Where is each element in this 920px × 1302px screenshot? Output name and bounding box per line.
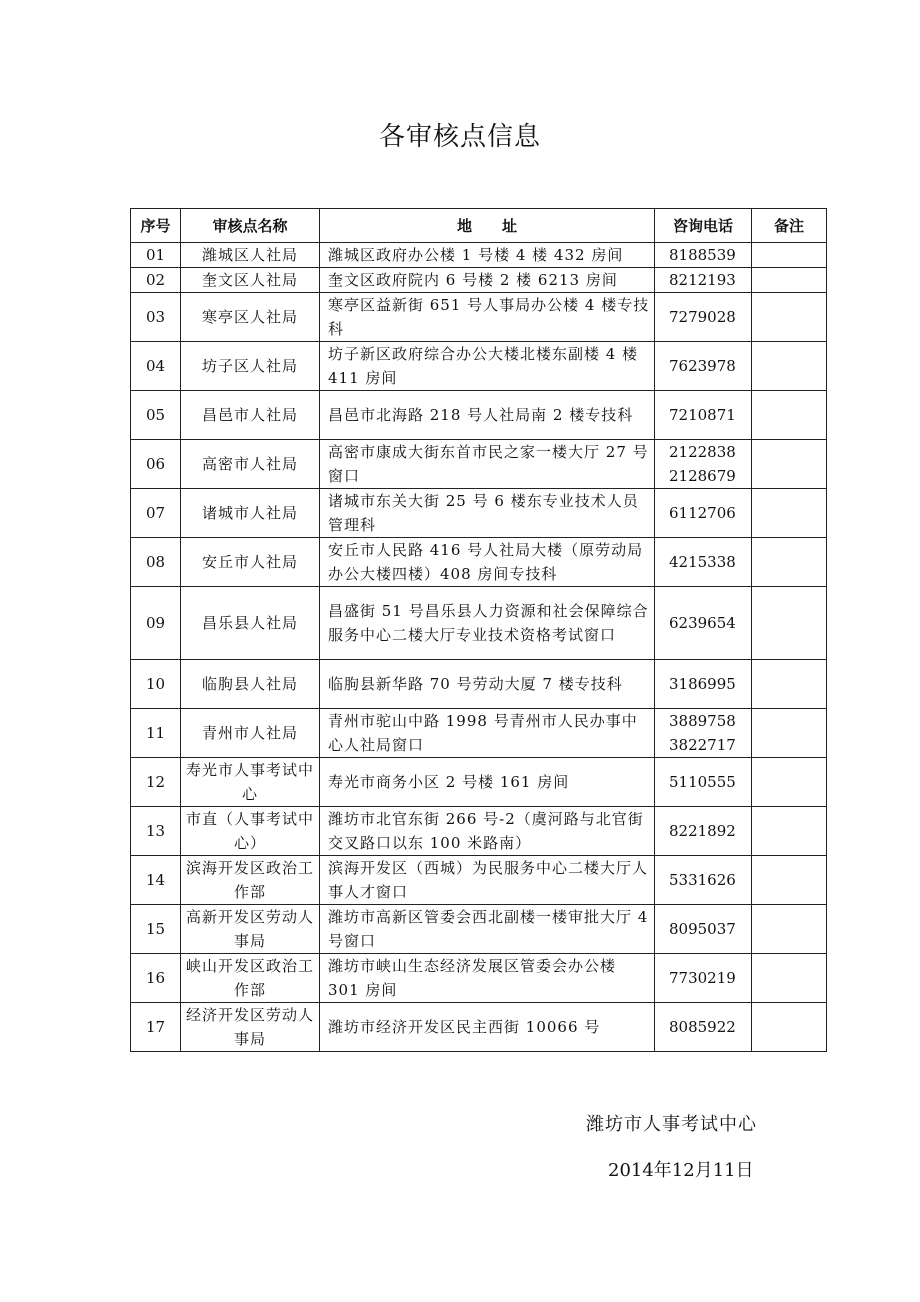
cell-note xyxy=(752,293,827,342)
table-row xyxy=(131,807,827,856)
cell-address: 潍坊市峡山生态经济发展区管委会办公楼 301 房间 xyxy=(320,954,655,1003)
cell-note xyxy=(752,1003,827,1052)
cell-address: 潍坊市经济开发区民主西街 10066 号 xyxy=(320,1003,655,1052)
cell-name: 昌乐县人社局 xyxy=(181,587,320,660)
table-row xyxy=(131,243,827,268)
table-row xyxy=(131,587,827,660)
cell-phone: 7210871 xyxy=(655,391,752,440)
cell-phone: 3186995 xyxy=(655,660,752,709)
table-row xyxy=(131,391,827,440)
cell-name: 高密市人社局 xyxy=(181,440,320,489)
cell-no: 16 xyxy=(131,954,181,1003)
cell-no: 14 xyxy=(131,856,181,905)
header-address: 地 址 xyxy=(320,209,655,243)
cell-phone: 7730219 xyxy=(655,954,752,1003)
table-row xyxy=(131,758,827,807)
cell-no: 15 xyxy=(131,905,181,954)
cell-name: 昌邑市人社局 xyxy=(181,391,320,440)
header-note: 备注 xyxy=(752,209,827,243)
table-row xyxy=(131,342,827,391)
cell-note xyxy=(752,268,827,293)
cell-phone: 8095037 xyxy=(655,905,752,954)
cell-address: 滨海开发区（西城）为民服务中心二楼大厅人事人才窗口 xyxy=(320,856,655,905)
cell-name: 寒亭区人社局 xyxy=(181,293,320,342)
cell-note xyxy=(752,954,827,1003)
cell-address: 坊子新区政府综合办公大楼北楼东副楼 4 楼 411 房间 xyxy=(320,342,655,391)
cell-address: 奎文区政府院内 6 号楼 2 楼 6213 房间 xyxy=(320,268,655,293)
cell-phone: 8085922 xyxy=(655,1003,752,1052)
cell-phone: 7279028 xyxy=(655,293,752,342)
cell-note xyxy=(752,758,827,807)
cell-address: 昌盛街 51 号昌乐县人力资源和社会保障综合服务中心二楼大厅专业技术资格考试窗口 xyxy=(320,587,655,660)
cell-note xyxy=(752,243,827,268)
cell-note xyxy=(752,342,827,391)
issue-date: 2014年12月11日 xyxy=(608,1160,754,1181)
table-row xyxy=(131,489,827,538)
cell-note xyxy=(752,807,827,856)
cell-no: 02 xyxy=(131,268,181,293)
cell-phone: 3889758 3822717 xyxy=(655,709,752,758)
cell-phone: 2122838 2128679 xyxy=(655,440,752,489)
cell-no: 11 xyxy=(131,709,181,758)
cell-phone: 8188539 xyxy=(655,243,752,268)
cell-note xyxy=(752,391,827,440)
cell-no: 04 xyxy=(131,342,181,391)
cell-note xyxy=(752,660,827,709)
header-no: 序号 xyxy=(131,209,181,243)
cell-name: 安丘市人社局 xyxy=(181,538,320,587)
cell-no: 01 xyxy=(131,243,181,268)
cell-name: 峡山开发区政治工作部 xyxy=(181,954,320,1003)
cell-address: 昌邑市北海路 218 号人社局南 2 楼专技科 xyxy=(320,391,655,440)
cell-note xyxy=(752,538,827,587)
cell-address: 潍坊市北官东街 266 号-2（虞河路与北官街交叉路口以东 100 米路南） xyxy=(320,807,655,856)
cell-address: 寒亭区益新街 651 号人事局办公楼 4 楼专技科 xyxy=(320,293,655,342)
cell-address: 潍坊市高新区管委会西北副楼一楼审批大厅 4 号窗口 xyxy=(320,905,655,954)
cell-no: 12 xyxy=(131,758,181,807)
table-row xyxy=(131,293,827,342)
cell-address: 寿光市商务小区 2 号楼 161 房间 xyxy=(320,758,655,807)
cell-note xyxy=(752,905,827,954)
cell-phone: 5331626 xyxy=(655,856,752,905)
cell-note xyxy=(752,587,827,660)
cell-name: 寿光市人事考试中心 xyxy=(181,758,320,807)
cell-name: 潍城区人社局 xyxy=(181,243,320,268)
cell-phone: 4215338 xyxy=(655,538,752,587)
page-title: 各审核点信息 xyxy=(378,122,541,152)
cell-no: 08 xyxy=(131,538,181,587)
cell-address: 青州市驼山中路 1998 号青州市人民办事中心人社局窗口 xyxy=(320,709,655,758)
table-row xyxy=(131,268,827,293)
cell-address: 潍城区政府办公楼 1 号楼 4 楼 432 房间 xyxy=(320,243,655,268)
table-row xyxy=(131,954,827,1003)
cell-phone: 5110555 xyxy=(655,758,752,807)
cell-name: 经济开发区劳动人事局 xyxy=(181,1003,320,1052)
cell-name: 滨海开发区政治工作部 xyxy=(181,856,320,905)
cell-no: 03 xyxy=(131,293,181,342)
cell-address: 安丘市人民路 416 号人社局大楼（原劳动局办公大楼四楼）408 房间专技科 xyxy=(320,538,655,587)
cell-no: 10 xyxy=(131,660,181,709)
cell-note xyxy=(752,440,827,489)
cell-address: 高密市康成大街东首市民之家一楼大厅 27 号窗口 xyxy=(320,440,655,489)
header-name: 审核点名称 xyxy=(181,209,320,243)
table-row xyxy=(131,660,827,709)
cell-phone: 6239654 xyxy=(655,587,752,660)
table-header-row xyxy=(131,209,827,243)
cell-address: 临朐县新华路 70 号劳动大厦 7 楼专技科 xyxy=(320,660,655,709)
table-row xyxy=(131,856,827,905)
cell-no: 09 xyxy=(131,587,181,660)
table-row xyxy=(131,440,827,489)
cell-phone: 8212193 xyxy=(655,268,752,293)
cell-phone: 8221892 xyxy=(655,807,752,856)
cell-note xyxy=(752,489,827,538)
cell-no: 07 xyxy=(131,489,181,538)
header-phone: 咨询电话 xyxy=(655,209,752,243)
cell-no: 13 xyxy=(131,807,181,856)
cell-no: 06 xyxy=(131,440,181,489)
cell-name: 诸城市人社局 xyxy=(181,489,320,538)
cell-phone: 6112706 xyxy=(655,489,752,538)
cell-name: 高新开发区劳动人事局 xyxy=(181,905,320,954)
cell-name: 青州市人社局 xyxy=(181,709,320,758)
table-row xyxy=(131,905,827,954)
table-row xyxy=(131,1003,827,1052)
cell-note xyxy=(752,709,827,758)
issuer-signature: 潍坊市人事考试中心 xyxy=(586,1114,757,1135)
cell-name: 市直（人事考试中心） xyxy=(181,807,320,856)
review-points-table xyxy=(130,208,827,1052)
table-row xyxy=(131,709,827,758)
cell-no: 05 xyxy=(131,391,181,440)
cell-name: 奎文区人社局 xyxy=(181,268,320,293)
cell-name: 坊子区人社局 xyxy=(181,342,320,391)
cell-name: 临朐县人社局 xyxy=(181,660,320,709)
cell-address: 诸城市东关大街 25 号 6 楼东专业技术人员管理科 xyxy=(320,489,655,538)
cell-phone: 7623978 xyxy=(655,342,752,391)
table-row xyxy=(131,538,827,587)
cell-no: 17 xyxy=(131,1003,181,1052)
cell-note xyxy=(752,856,827,905)
table-body xyxy=(131,243,827,1052)
